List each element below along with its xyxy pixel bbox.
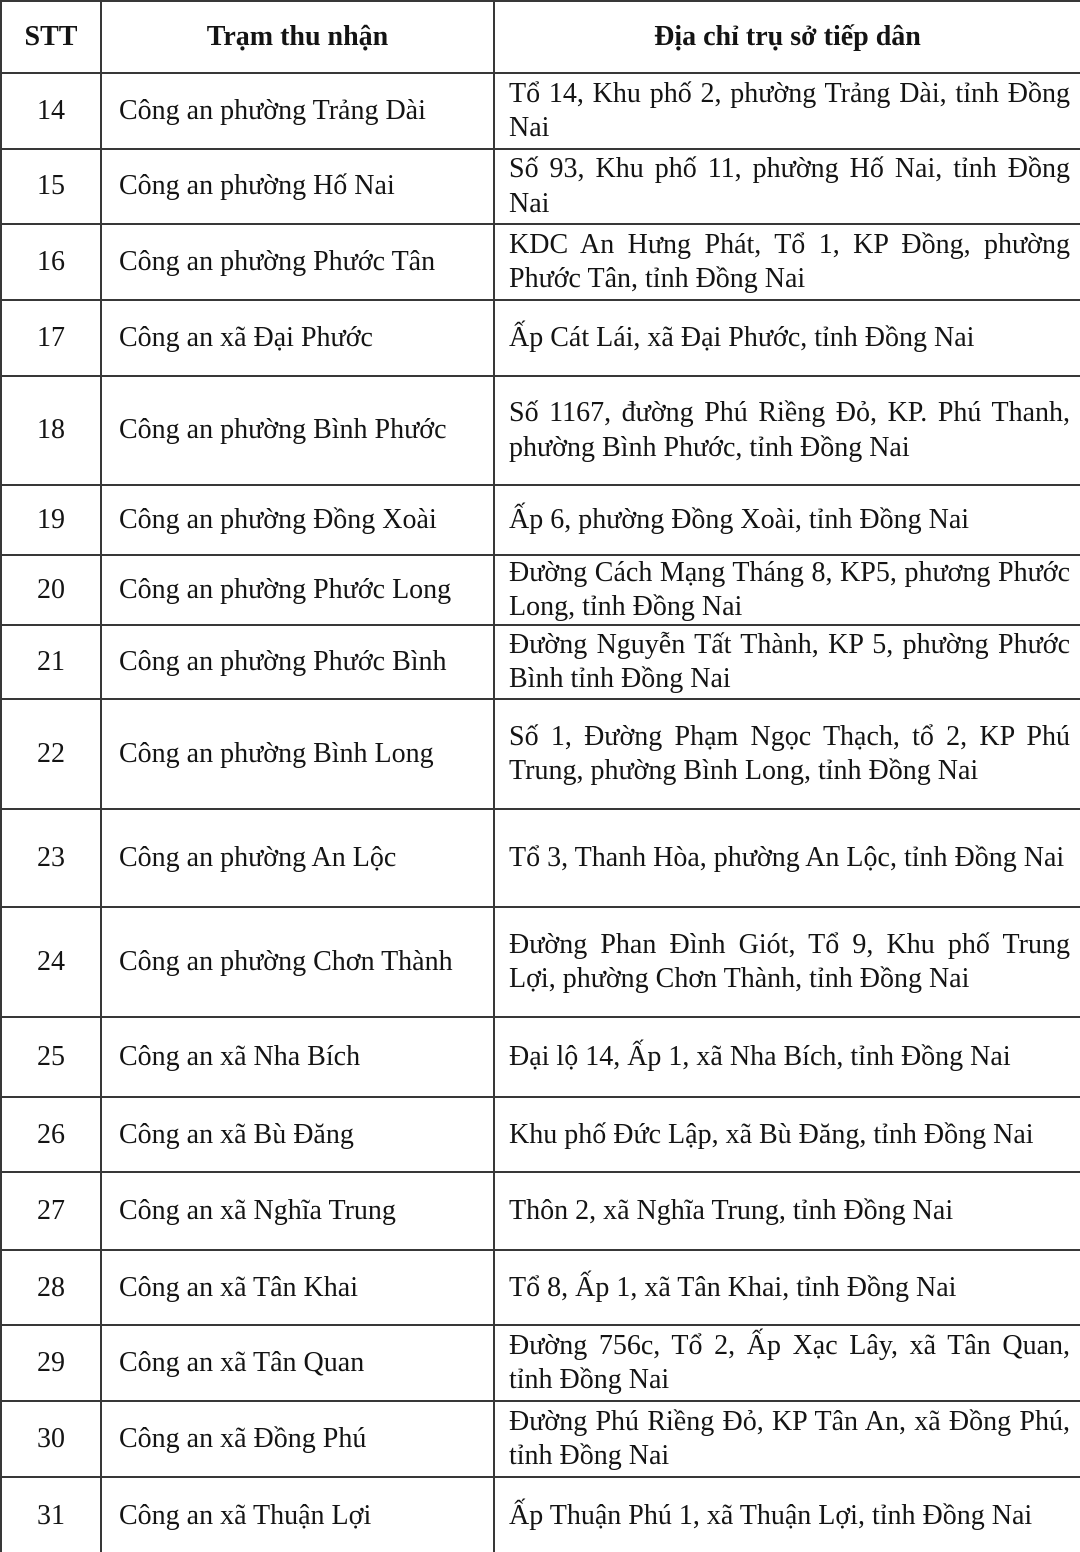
address-cell: Ấp 6, phường Đồng Xoài, tỉnh Đồng Nai (494, 485, 1080, 555)
stt-cell: 27 (1, 1172, 101, 1250)
stt-cell: 17 (1, 300, 101, 376)
header-stt: STT (1, 1, 101, 73)
address-cell: Đường Cách Mạng Tháng 8, KP5, phương Phước Long, tỉnh Đồng Nai (494, 555, 1080, 625)
station-cell: Công an phường An Lộc (101, 809, 494, 907)
stt-cell: 24 (1, 907, 101, 1017)
address-cell: Tổ 3, Thanh Hòa, phường An Lộc, tỉnh Đồng Nai (494, 809, 1080, 907)
address-cell: Số 93, Khu phố 11, phường Hố Nai, tỉnh Đồng Nai (494, 149, 1080, 224)
address-cell: Đại lộ 14, Ấp 1, xã Nha Bích, tỉnh Đồng Nai (494, 1017, 1080, 1097)
station-cell: Công an xã Đại Phước (101, 300, 494, 376)
table-row (1, 376, 1080, 485)
station-cell: Công an xã Đồng Phú (101, 1401, 494, 1477)
table-row (1, 149, 1080, 224)
station-cell: Công an phường Bình Long (101, 699, 494, 809)
header-address: Địa chỉ trụ sở tiếp dân (494, 1, 1080, 73)
address-cell: Tổ 14, Khu phố 2, phường Trảng Dài, tỉnh Đồng Nai (494, 73, 1080, 149)
stt-cell: 18 (1, 376, 101, 485)
table-row (1, 699, 1080, 809)
address-cell: Ấp Cát Lái, xã Đại Phước, tỉnh Đồng Nai (494, 300, 1080, 376)
stt-cell: 21 (1, 625, 101, 699)
table-row (1, 73, 1080, 149)
station-cell: Công an phường Phước Tân (101, 224, 494, 300)
stt-cell: 30 (1, 1401, 101, 1477)
table-row (1, 1172, 1080, 1250)
stt-cell: 15 (1, 149, 101, 224)
table-row (1, 1325, 1080, 1401)
table-row (1, 1477, 1080, 1552)
table-row (1, 907, 1080, 1017)
table-row (1, 555, 1080, 625)
address-cell: Tổ 8, Ấp 1, xã Tân Khai, tỉnh Đồng Nai (494, 1250, 1080, 1325)
stt-cell: 22 (1, 699, 101, 809)
station-cell: Công an xã Thuận Lợi (101, 1477, 494, 1552)
station-cell: Công an phường Phước Bình (101, 625, 494, 699)
address-cell: Đường 756c, Tổ 2, Ấp Xạc Lây, xã Tân Quan, tỉnh Đồng Nai (494, 1325, 1080, 1401)
table-row (1, 300, 1080, 376)
table-row (1, 1250, 1080, 1325)
station-cell: Công an xã Bù Đăng (101, 1097, 494, 1172)
stt-cell: 19 (1, 485, 101, 555)
stt-cell: 14 (1, 73, 101, 149)
station-cell: Công an phường Hố Nai (101, 149, 494, 224)
stt-cell: 31 (1, 1477, 101, 1552)
address-cell: Khu phố Đức Lập, xã Bù Đăng, tỉnh Đồng Nai (494, 1097, 1080, 1172)
stt-cell: 20 (1, 555, 101, 625)
station-cell: Công an xã Tân Khai (101, 1250, 494, 1325)
address-cell: Ấp Thuận Phú 1, xã Thuận Lợi, tỉnh Đồng Nai (494, 1477, 1080, 1552)
header-station: Trạm thu nhận (101, 1, 494, 73)
station-cell: Công an xã Nghĩa Trung (101, 1172, 494, 1250)
address-cell: Đường Phan Đình Giót, Tổ 9, Khu phố Trung Lợi, phường Chơn Thành, tỉnh Đồng Nai (494, 907, 1080, 1017)
table-row (1, 1097, 1080, 1172)
address-cell: KDC An Hưng Phát, Tổ 1, KP Đồng, phường Phước Tân, tỉnh Đồng Nai (494, 224, 1080, 300)
table-row (1, 809, 1080, 907)
stt-cell: 29 (1, 1325, 101, 1401)
station-cell: Công an phường Phước Long (101, 555, 494, 625)
station-cell: Công an xã Nha Bích (101, 1017, 494, 1097)
station-cell: Công an phường Bình Phước (101, 376, 494, 485)
header-row (1, 1, 1080, 73)
address-cell: Thôn 2, xã Nghĩa Trung, tỉnh Đồng Nai (494, 1172, 1080, 1250)
table-row (1, 485, 1080, 555)
station-cell: Công an xã Tân Quan (101, 1325, 494, 1401)
table-row (1, 1401, 1080, 1477)
stt-cell: 28 (1, 1250, 101, 1325)
table-row (1, 224, 1080, 300)
stt-cell: 26 (1, 1097, 101, 1172)
address-cell: Đường Phú Riềng Đỏ, KP Tân An, xã Đồng Phú, tỉnh Đồng Nai (494, 1401, 1080, 1477)
table-row (1, 625, 1080, 699)
address-cell: Đường Nguyễn Tất Thành, KP 5, phường Phước Bình tỉnh Đồng Nai (494, 625, 1080, 699)
address-cell: Số 1, Đường Phạm Ngọc Thạch, tổ 2, KP Phú Trung, phường Bình Long, tỉnh Đồng Nai (494, 699, 1080, 809)
stt-cell: 25 (1, 1017, 101, 1097)
stt-cell: 23 (1, 809, 101, 907)
station-cell: Công an phường Chơn Thành (101, 907, 494, 1017)
stt-cell: 16 (1, 224, 101, 300)
address-cell: Số 1167, đường Phú Riềng Đỏ, KP. Phú Thanh, phường Bình Phước, tỉnh Đồng Nai (494, 376, 1080, 485)
station-cell: Công an phường Trảng Dài (101, 73, 494, 149)
station-cell: Công an phường Đồng Xoài (101, 485, 494, 555)
table-row (1, 1017, 1080, 1097)
